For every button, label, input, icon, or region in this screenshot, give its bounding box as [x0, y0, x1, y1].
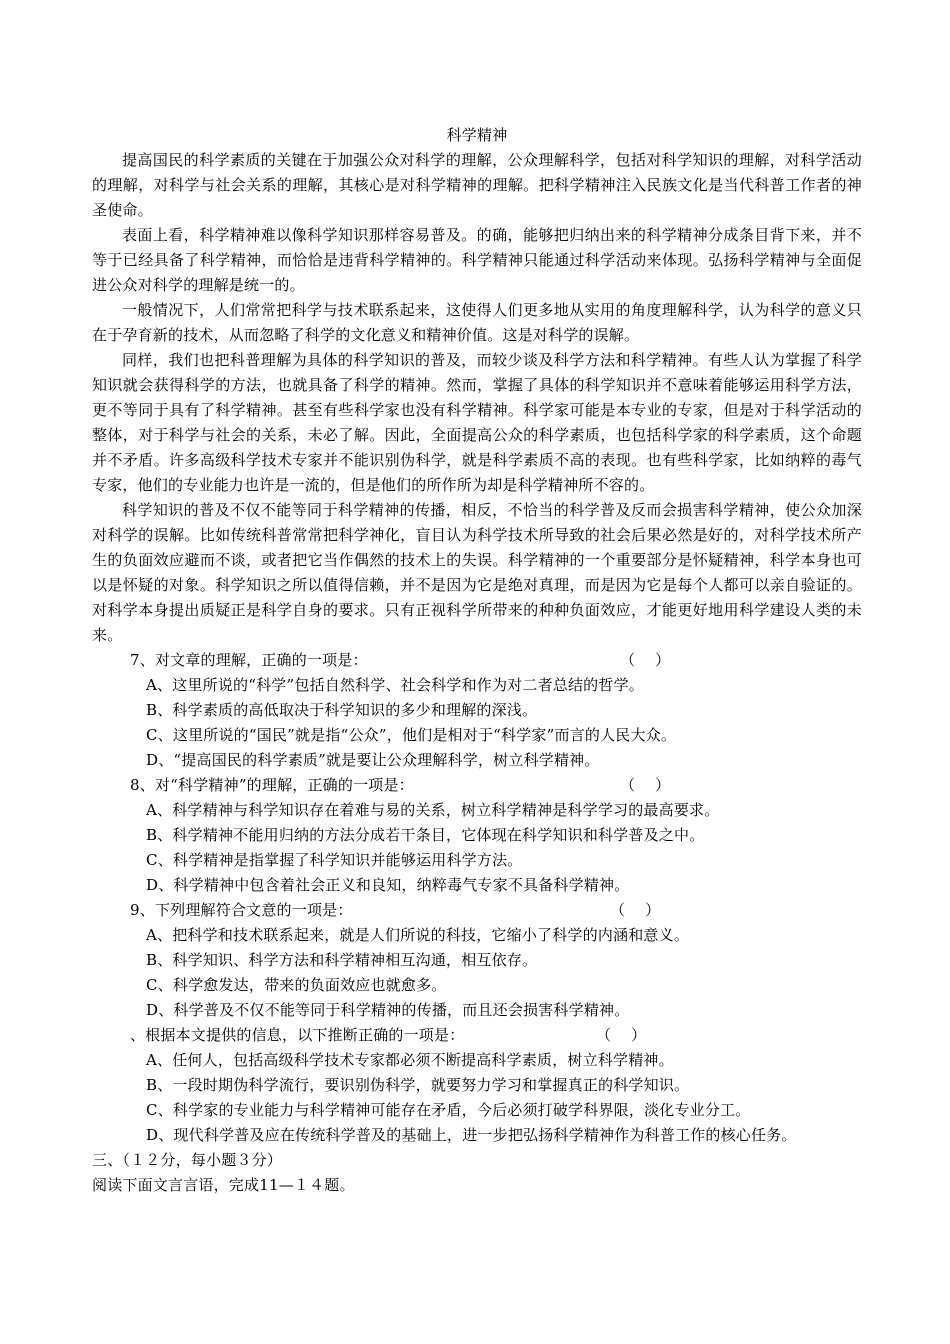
answer-bracket: （ ）	[620, 651, 671, 669]
question-text: 8、对“科学精神”的理解，正确的一项是：	[130, 776, 414, 794]
option-a: A、科学精神与科学知识存在着难与易的关系，树立科学精神是科学学习的最高要求。	[146, 801, 720, 819]
paragraph-3: 一般情况下，人们常常把科学与技术联系起来，这使得人们更多地从实用的角度理解科学，认为科学的意义只在于孕育新的技术，从而忽略了科学的文化意义和精神价值。这是对科学的误解。	[92, 301, 862, 344]
question-8-stem	[92, 773, 862, 798]
option-c: C、这里所说的“国民”就是指“公众”，他们是相对于“科学家”而言的人民大众。	[146, 726, 677, 744]
section-heading: 三、（１２分，每小题３分）	[92, 1151, 283, 1169]
option-c: C、科学愈发达，带来的负面效应也就愈多。	[146, 976, 447, 994]
option-b: B、科学精神不能用归纳的方法分成若干条目，它体现在科学知识和科学普及之中。	[146, 826, 705, 844]
paragraph-1: 提高国民的科学素质的关键在于加强公众对科学的理解，公众理解科学，包括对科学知识的理解，对科学活动的理解，对科学与社会关系的理解，其核心是对科学精神的理解。把科学精神注入民族文化是当代科普工作者的神圣使命。	[92, 151, 862, 219]
question-text: 7、对文章的理解，正确的一项是：	[130, 651, 368, 669]
question-10-stem	[92, 1023, 862, 1048]
option-d: D、科学普及不仅不能等同于科学精神的传播，而且还会损害科学精神。	[146, 1001, 630, 1019]
paragraph-4: 同样，我们也把科普理解为具体的科学知识的普及，而较少谈及科学方法和科学精神。有些人认为掌握了科学知识就会获得科学的方法，也就具备了科学的精神。然而，掌握了具体的科学知识并不意味着能够运用科学方法，更不等同于具有了科学精神。甚至有些科学家也没有科学精神。科学家可能是本专业的专家，但是对于科学活动的整体，对于科学与社会的关系，未必了解。因此，全面提高公众的科学素质，也包括科学家的科学素质，这个命题并不矛盾。许多高级科学技术专家并不能识别伪科学，就是科学素质不高的表现。也有些科学家，比如纳粹的毒气专家，他们的专业能力也许是一流的，但是他们的所作所为却是科学精神所不容的。	[92, 351, 862, 494]
paragraph-2: 表面上看，科学精神难以像科学知识那样容易普及。的确，能够把归纳出来的科学精神分成条目背下来，并不等于已经具备了科学精神，而恰恰是违背科学精神的。科学精神只能通过科学活动来体现。弘扬科学精神与全面促进公众对科学的理解是统一的。	[92, 226, 862, 294]
article-title: 科学精神	[446, 126, 508, 144]
option-a: A、任何人，包括高级科学技术专家都必须不断提高科学素质，树立科学精神。	[146, 1051, 674, 1069]
question-7-stem	[92, 648, 862, 673]
option-a: A、这里所说的“科学”包括自然科学、社会科学和作为对二者总结的哲学。	[146, 676, 644, 694]
question-text: 、根据本文提供的信息，以下推断正确的一项是：	[130, 1026, 465, 1044]
option-d: D、“提高国民的科学素质”就是要让公众理解科学，树立科学精神。	[146, 751, 600, 769]
document-body	[92, 123, 862, 1198]
paragraph-5: 科学知识的普及不仅不能等同于科学精神的传播，相反，不恰当的科学普及反而会损害科学精神，使公众加深对科学的误解。比如传统科普常常把科学神化，盲目认为科学技术所导致的社会后果必然是好的，对科学技术所产生的负面效应避而不谈，或者把它当作偶然的技术上的失误。科学精神的一个重要部分是怀疑精神，科学本身也可以是怀疑的对象。科学知识之所以值得信赖，并不是因为它是绝对真理，而是因为它是每个人都可以亲自验证的。对科学本身提出质疑正是科学自身的要求。只有正视科学所带来的种种负面效应，才能更好地用科学建设人类的未来。	[92, 501, 862, 644]
answer-bracket: （ ）	[610, 901, 661, 919]
option-b: B、科学素质的高低取决于科学知识的多少和理解的深浅。	[146, 701, 538, 719]
option-c: C、科学家的专业能力与科学精神可能存在矛盾，今后必须打破学科界限，淡化专业分工。	[146, 1101, 751, 1119]
option-b: B、一段时期伪科学流行，要识别伪科学，就要努力学习和掌握真正的科学知识。	[146, 1076, 690, 1094]
option-d: D、科学精神中包含着社会正义和良知，纳粹毒气专家不具备科学精神。	[146, 876, 630, 894]
option-c: C、科学精神是指掌握了科学知识并能够运用科学方法。	[146, 851, 523, 869]
answer-bracket: （ ）	[596, 1026, 647, 1044]
option-b: B、科学知识、科学方法和科学精神相互沟通，相互依存。	[146, 951, 538, 969]
answer-bracket: （ ）	[620, 776, 671, 794]
question-9-stem	[92, 898, 862, 923]
question-text: 9、下列理解符合文意的一项是：	[130, 901, 353, 919]
section-instruction: 阅读下面文言言语，完成11—１４题。	[92, 1176, 355, 1194]
option-d: D、现代科学普及应在传统科学普及的基础上，进一步把弘扬科学精神作为科普工作的核心任务。	[146, 1126, 797, 1144]
option-a: A、把科学和技术联系起来，就是人们所说的科技，它缩小了科学的内涵和意义。	[146, 926, 690, 944]
